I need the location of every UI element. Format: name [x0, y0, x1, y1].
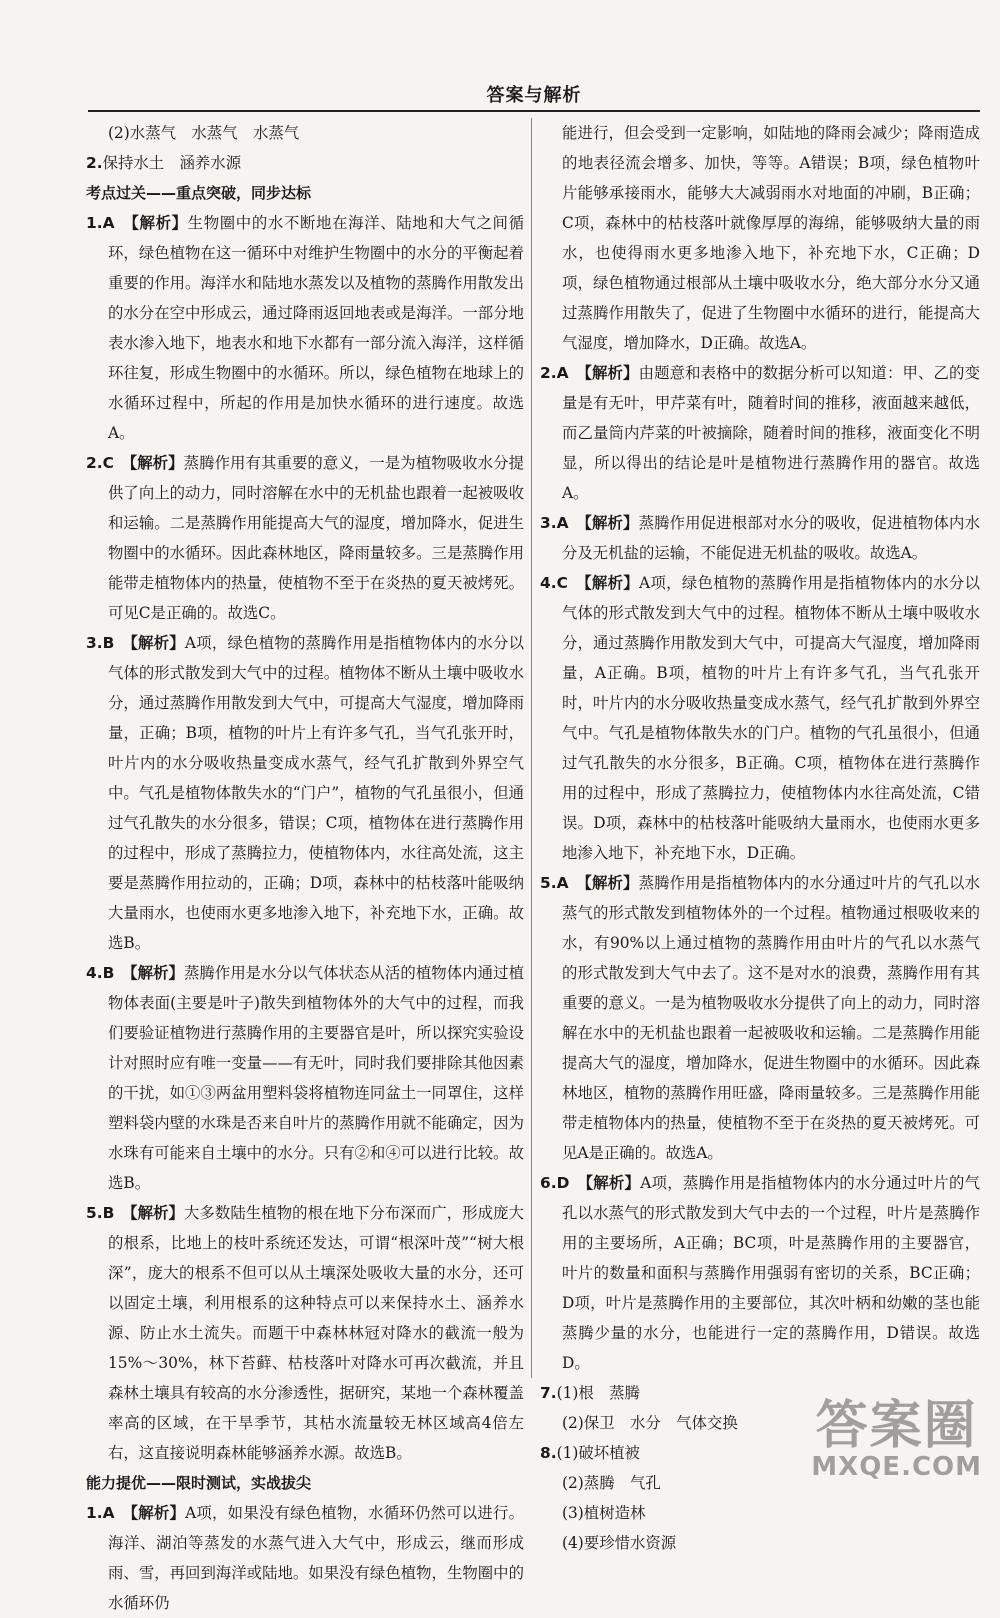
item-number: 7. [540, 1384, 557, 1402]
answer-letter: A [102, 1504, 115, 1522]
analysis-text: A项，绿色植物的蒸腾作用是指植物体内的水分以气体的形式散发到大气中的过程。植物体不断从土壤中吸收水分，通过蒸腾作用散发到大气中，可提高大气湿度，增加降雨量，正确；B项，植物的叶片上有许多气孔，当气孔张开时，叶片内的水分吸收热量变成水蒸气，经气孔扩散到外界空气中。气孔是植物体散失水的“门户”，植物的气孔虽很小，但通过气孔散失的水分很多，错误；C项，植物体在进行蒸腾作用的过程中，形成了蒸腾拉力，使植物体内，水往高处流，这主要是蒸腾作用拉动的，正确；D项，森林中的枯枝落叶能吸纳大量雨水，也使雨水更多地渗入地下，补充地下水，正确。故选B。 [108, 634, 524, 952]
right-column [540, 118, 980, 1558]
analysis-tag: 【解析】 [129, 454, 184, 472]
analysis-tag: 【解析】 [129, 964, 184, 982]
analysis-tag: 【解析】 [130, 1504, 186, 1522]
site-watermark [811, 1396, 982, 1482]
item-number: 4. [540, 574, 557, 592]
item-number: 2. [86, 154, 103, 172]
analysis-tag: 【解析】 [130, 634, 185, 652]
analysis-text: 蒸腾作用是指植物体内的水分通过叶片的气孔以水蒸气的形式散发到植物体外的一个过程。植物通过根吸收来的水，有90%以上通过植物的蒸腾作用由叶片的气孔以水蒸气的形式散发到大气中去了。这不是对水的浪费，蒸腾作用有其重要的意义。一是为植物吸收水分提供了向上的动力，同时溶解在水中的无机盐也跟着一起被吸收和运输。二是蒸腾作用能提高大气的湿度，增加降水，促进生物圈中的水循环。因此森林地区，植物的蒸腾作用旺盛，降雨量较多。三是蒸腾作用能带走植物体内的热量，使植物不至于在炎热的夏天被烤死。可见A是正确的。故选A。 [562, 874, 980, 1162]
answer-letter: C [556, 574, 568, 592]
answer-item [86, 448, 524, 628]
sub-answer: (1)根 蒸腾 [556, 1384, 640, 1402]
answer-letter: C [102, 454, 114, 472]
answer-item [86, 148, 524, 178]
section-heading: 能力提优——限时测试，实战拔尖 [86, 1474, 312, 1492]
analysis-tag: 【解析】 [584, 364, 639, 382]
answer-item [86, 1198, 524, 1468]
sub-answer: (2)保卫 水分 气体交换 [562, 1414, 738, 1432]
answer-letter: A [556, 514, 569, 532]
item-number: 3. [86, 634, 103, 652]
item-number: 1. [86, 1504, 103, 1522]
item-number: 8. [540, 1444, 557, 1462]
analysis-tag: 【解析】 [585, 1174, 641, 1192]
analysis-text: 生物圈中的水不断地在海洋、陆地和大气之间循环，绿色植物在这一循环中对维护生物圈中的水分的平衡起着重要的作用。海洋水和陆地水蒸发以及植物的蒸腾作用散发出的水分在空中形成云，通过降雨返回地表或是海洋。一部分地表水渗入地下，地表水和地下水都有一部分流入海洋，这样循环往复，形成生物圈中的水循环。所以，绿色植物在地球上的水循环过程中，所起的作用是加快水循环的进行速度。故选A。 [108, 214, 524, 442]
sub-answer: (2)蒸腾 气孔 [562, 1474, 661, 1492]
column-divider [531, 118, 532, 1378]
sub-answer: (3)植树造林 [562, 1504, 646, 1522]
answer-item [540, 508, 980, 568]
item-number: 4. [86, 964, 103, 982]
answer-item [540, 568, 980, 868]
left-column [86, 118, 524, 1618]
page-header [88, 82, 980, 112]
answer-item [540, 1168, 980, 1378]
analysis-text: A项，如果没有绿色植物，水循环仍然可以进行。海洋、湖泊等蒸发的水蒸气进入大气中，形成云，继而形成雨、雪，再回到海洋或陆地。如果没有绿色植物，生物圈中的水循环仍 [108, 1504, 524, 1612]
watermark-logo: 答案圈 [815, 1396, 978, 1456]
answer-item [540, 358, 980, 508]
answer-item [86, 208, 524, 448]
answer-letter: B [102, 964, 115, 982]
item-number: 3. [540, 514, 557, 532]
sub-answer: (4)要珍惜水资源 [562, 1534, 677, 1552]
analysis-tag: 【解析】 [584, 514, 639, 532]
header-title: 答案与解析 [486, 85, 582, 106]
analysis-tag: 【解析】 [584, 874, 639, 892]
analysis-text: 蒸腾作用促进根部对水分的吸收，促进植物体内水分及无机盐的运输，不能促进无机盐的吸收。故选A。 [562, 514, 980, 562]
sub-answer: (1)破坏植被 [556, 1444, 640, 1462]
analysis-text: 蒸腾作用是水分以气体状态从活的植物体内通过植物体表面(主要是叶子)散失到植物体外的大气中的过程，而我们要验证植物进行蒸腾作用的主要器官是叶，所以探究实验设计对照时应有唯一变量——有无叶，同时我们要排除其他因素的干扰，如①③两盆用塑料袋将植物连同盆土一同罩住，这样塑料袋内壁的水珠是否来自叶片的蒸腾作用就不能确定，因为水珠有可能来自土壤中的水分。只有②和④可以进行比较。故选B。 [108, 964, 524, 1192]
section-heading: 考点过关——重点突破，同步达标 [86, 184, 312, 202]
item-number: 1. [86, 214, 103, 232]
item-number: 2. [86, 454, 103, 472]
analysis-tag: 【解析】 [583, 574, 640, 592]
analysis-text: A项，绿色植物的蒸腾作用是指植物体内的水分以气体的形式散发到大气中的过程。植物体不断从土壤中吸收水分，通过蒸腾作用散发到大气中，可提高大气湿度，增加降雨量，A正确。B项，植物的叶片上有许多气孔，当气孔张开时，叶片内的水分吸收热量变成水蒸气，经气孔扩散到外界空气中。气孔是植物体散失水的门户。植物的气孔虽很小，但通过气孔散失的水分很多，B正确。C项，植物体在进行蒸腾作用的过程中，形成了蒸腾拉力，使植物体内水往高处流，C错误。D项，森林中的枯枝落叶能吸纳大量雨水，也使雨水更多地渗入地下，补充地下水，D正确。 [562, 574, 980, 862]
analysis-text: A项，蒸腾作用是指植物体内的水分通过叶片的气孔以水蒸气的形式散发到大气中去的一个过程，叶片是蒸腾作用的主要场所，A正确；BC项，叶是蒸腾作用的主要器官，叶片的数量和面积与蒸腾作用强弱有密切的关系，BC正确；D项，叶片是蒸腾作用的主要部位，其次叶柄和幼嫩的茎也能蒸腾少量的水分，也能进行一定的蒸腾作用，D错误。故选D。 [562, 1174, 980, 1372]
answer-item [86, 628, 524, 958]
watermark-url: MXQE.COM [811, 1452, 982, 1482]
answer-letter: B [102, 1204, 115, 1222]
answer-letter: A [556, 364, 569, 382]
answer-letter: A [102, 214, 115, 232]
item-number: 5. [86, 1204, 103, 1222]
answer-line: (2)水蒸气 水蒸气 水蒸气 [108, 124, 300, 142]
analysis-tag: 【解析】 [131, 214, 188, 232]
answer-item [540, 868, 980, 1168]
analysis-text: 大多数陆生植物的根在地下分布深而广，形成庞大的根系，比地上的枝叶系统还发达，可谓“根深叶茂”“树大根深”，庞大的根系不但可以从土壤深处吸收大量的水分，还可以固定土壤，利用根系的这种特点可以来保持水土、涵养水源、防止水土流失。而题干中森林林冠对降水的截流一般为15%～30%，林下苔藓、枯枝落叶对降水可再次截流，并且森林土壤具有较高的水分渗透性，据研究，某地一个森林覆盖率高的区域，在干旱季节，其枯水流量较无林区域高4倍左右，这直接说明森林能够涵养水源。故选B。 [108, 1204, 524, 1462]
continued-text: 能进行，但会受到一定影响，如陆地的降雨会减少；降雨造成的地表径流会增多、加快，等等。A错误；B项，绿色植物叶片能够承接雨水，能够大大减弱雨水对地面的冲刷，B正确；C项，森林中的枯枝落叶就像厚厚的海绵，能够吸纳大量的雨水，也使得雨水更多地渗入地下，补充地下水，C正确；D项，绿色植物通过根部从土壤中吸收水分，绝大部分水分又通过蒸腾作用散失了，促进了生物圈中水循环的进行，能提高大气湿度，增加降水，D正确。故选A。 [562, 124, 980, 352]
analysis-tag: 【解析】 [129, 1204, 184, 1222]
item-number: 5. [540, 874, 557, 892]
answer-letter: D [556, 1174, 570, 1192]
item-text: 保持水土 涵养水源 [102, 154, 242, 172]
item-number: 2. [540, 364, 557, 382]
item-number: 6. [540, 1174, 557, 1192]
answer-item [86, 958, 524, 1198]
analysis-text: 蒸腾作用有其重要的意义，一是为植物吸收水分提供了向上的动力，同时溶解在水中的无机盐也跟着一起被吸收和运输。二是蒸腾作用能提高大气的湿度，增加降水，促进生物圈中的水循环。因此森林地区，降雨量较多。三是蒸腾作用能带走植物体内的热量，使植物不至于在炎热的夏天被烤死。可见C是正确的。故选C。 [108, 454, 524, 622]
answer-letter: B [102, 634, 115, 652]
answer-letter: A [556, 874, 569, 892]
answer-item [86, 1498, 524, 1618]
analysis-text: 由题意和表格中的数据分析可以知道：甲、乙的变量是有无叶，甲芹菜有叶，随着时间的推移，液面越来越低，而乙量筒内芹菜的叶被摘除，随着时间的推移，液面变化不明显，所以得出的结论是叶是植物进行蒸腾作用的器官。故选A。 [562, 364, 980, 502]
